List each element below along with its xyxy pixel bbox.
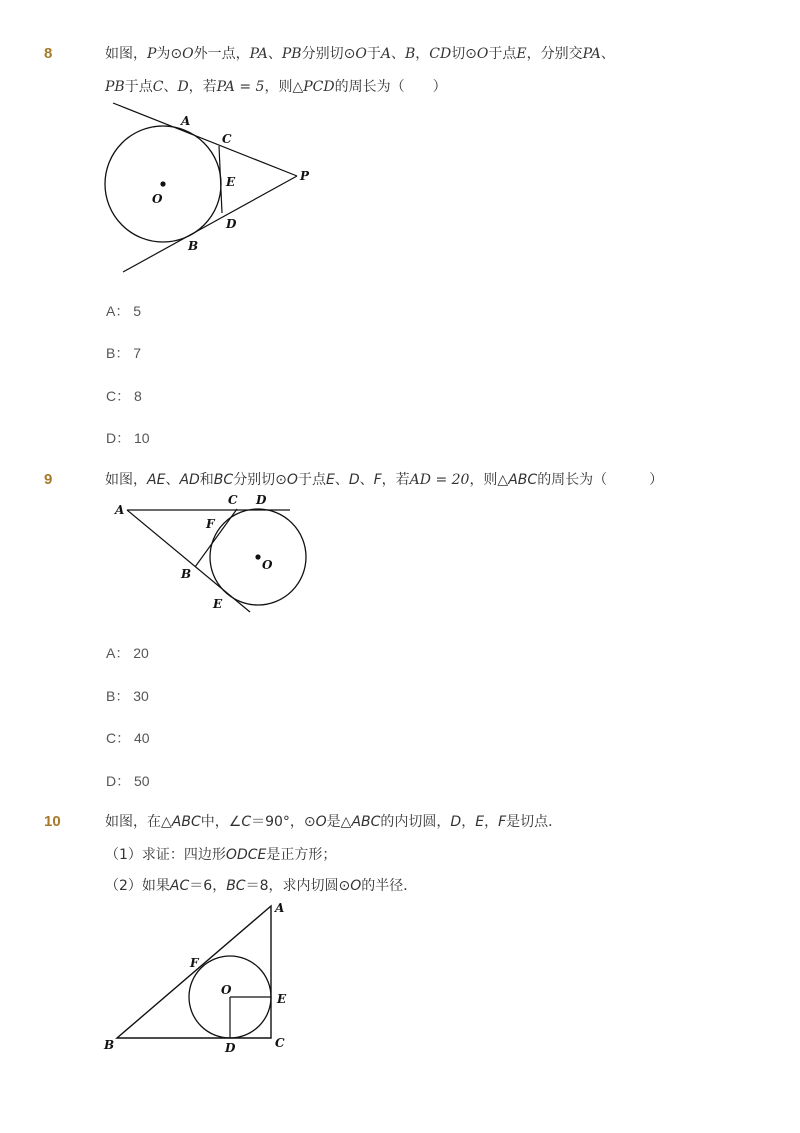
math-var: C — [241, 814, 252, 830]
answer-option[interactable]: B： 7 — [106, 345, 142, 361]
math-var: PA — [582, 46, 601, 62]
math-equation: AD = 20 — [409, 472, 470, 488]
label-c: C — [222, 132, 232, 146]
math-var: P — [147, 46, 157, 62]
label-c: C — [275, 1036, 285, 1050]
stem-text: 于点 — [488, 46, 517, 62]
math-var: AC — [169, 878, 190, 894]
stem-text: 的周长为（ ） — [334, 79, 447, 95]
label-d: D — [226, 217, 237, 231]
label-e: E — [213, 597, 223, 611]
label-a: A — [181, 114, 191, 128]
question-number: 8 — [44, 45, 53, 62]
stem-text: 、 — [334, 472, 349, 488]
label-o: O — [221, 983, 232, 997]
stem-text: 如图， — [105, 46, 147, 62]
math-var: E — [475, 814, 485, 830]
stem-text: 是切点． — [506, 814, 563, 830]
math-var: PB — [281, 46, 302, 62]
math-var: PA — [249, 46, 268, 62]
math-var: O — [355, 46, 367, 62]
label-f: F — [190, 956, 199, 970]
math-var: BC — [213, 472, 234, 488]
math-var: O — [315, 814, 327, 830]
stem-text: 的半径． — [361, 878, 418, 894]
label-d: D — [256, 493, 267, 507]
label-e: E — [226, 175, 236, 189]
stem-text: 的周长为（ ） — [537, 472, 664, 488]
math-var: E — [516, 46, 527, 62]
math-var: AD — [179, 472, 200, 488]
stem-text: 如图， — [105, 472, 147, 488]
question-number: 9 — [44, 471, 53, 488]
answer-option[interactable]: D： 50 — [106, 773, 150, 789]
math-var: C — [152, 79, 164, 95]
label-c: C — [228, 493, 238, 507]
stem-text: 于 — [366, 46, 381, 62]
stem-text: 于点 — [124, 79, 153, 95]
math-var: ABC — [508, 472, 538, 488]
math-var: D — [348, 472, 360, 488]
answer-option[interactable]: A： 5 — [106, 303, 142, 319]
stem-text: ＝90°，⊙ — [251, 814, 316, 830]
math-var: D — [450, 814, 462, 830]
stem-text: 、 — [163, 79, 178, 95]
stem-text: 、 — [267, 46, 282, 62]
triangle-abc — [117, 906, 271, 1038]
label-f: F — [206, 517, 215, 531]
stem-text: 的内切圆， — [380, 814, 451, 830]
label-a: A — [115, 503, 125, 517]
stem-text: 中，∠ — [200, 814, 242, 830]
stem-text: ＝8，求内切圆⊙ — [245, 878, 351, 894]
math-var: ABC — [351, 814, 381, 830]
label-b: B — [181, 567, 192, 581]
stem-text: ，则△ — [264, 79, 304, 95]
stem-text: 是正方形； — [266, 847, 337, 863]
label-a: A — [275, 901, 285, 915]
stem-text: 和 — [199, 472, 214, 488]
stem-text: ，若 — [188, 79, 217, 95]
math-var: ODCE — [225, 847, 267, 863]
answer-option[interactable]: C： 40 — [106, 730, 150, 746]
math-var: F — [498, 814, 507, 830]
label-o: O — [152, 192, 163, 206]
math-equation: PA = 5 — [216, 79, 265, 95]
stem-text: 、 — [359, 472, 374, 488]
stem-text: 于点 — [297, 472, 326, 488]
stem-text: 、 — [600, 46, 615, 62]
math-var: O — [182, 46, 194, 62]
stem-text: （2）如果 — [105, 878, 170, 894]
math-var: F — [373, 472, 382, 488]
stem-text: 、 — [165, 472, 180, 488]
math-var: O — [286, 472, 298, 488]
stem-text: ， — [484, 814, 499, 830]
math-var: B — [404, 46, 416, 62]
answer-option[interactable]: D： 10 — [106, 430, 150, 446]
stem-text: 切⊙ — [451, 46, 477, 62]
label-b: B — [104, 1038, 115, 1052]
answer-option[interactable]: A： 20 — [106, 645, 149, 661]
label-p: P — [300, 169, 310, 183]
label-e: E — [277, 992, 287, 1006]
stem-text: ＝6， — [189, 878, 227, 894]
stem-text: 为⊙ — [156, 46, 183, 62]
stem-text: ，则△ — [469, 472, 509, 488]
stem-text: ， — [415, 46, 430, 62]
label-b: B — [188, 239, 199, 253]
answer-option[interactable]: B： 30 — [106, 688, 149, 704]
math-var: PCD — [303, 79, 335, 95]
stem-text: 分别切⊙ — [301, 46, 356, 62]
stem-text: 、 — [390, 46, 405, 62]
math-var: O — [350, 878, 362, 894]
stem-text: 外一点， — [193, 46, 250, 62]
math-var: PB — [105, 79, 125, 95]
stem-text: ，若 — [381, 472, 410, 488]
stem-text: （1）求证：四边形 — [105, 847, 226, 863]
math-var: ABC — [171, 814, 201, 830]
label-o: O — [262, 558, 273, 572]
math-var: D — [177, 79, 189, 95]
math-var: E — [325, 472, 335, 488]
math-var: A — [380, 46, 391, 62]
math-var: O — [476, 46, 489, 62]
math-var: CD — [429, 46, 452, 62]
question-number: 10 — [44, 813, 61, 830]
stem-text: 是△ — [326, 814, 352, 830]
answer-option[interactable]: C： 8 — [106, 388, 142, 404]
stem-text: ， — [461, 814, 476, 830]
stem-text: 如图，在△ — [105, 814, 172, 830]
math-var: AE — [147, 472, 166, 488]
label-d: D — [225, 1041, 236, 1055]
stem-text: ，分别交 — [526, 46, 583, 62]
math-var: BC — [226, 878, 246, 894]
stem-text: 分别切⊙ — [233, 472, 287, 488]
